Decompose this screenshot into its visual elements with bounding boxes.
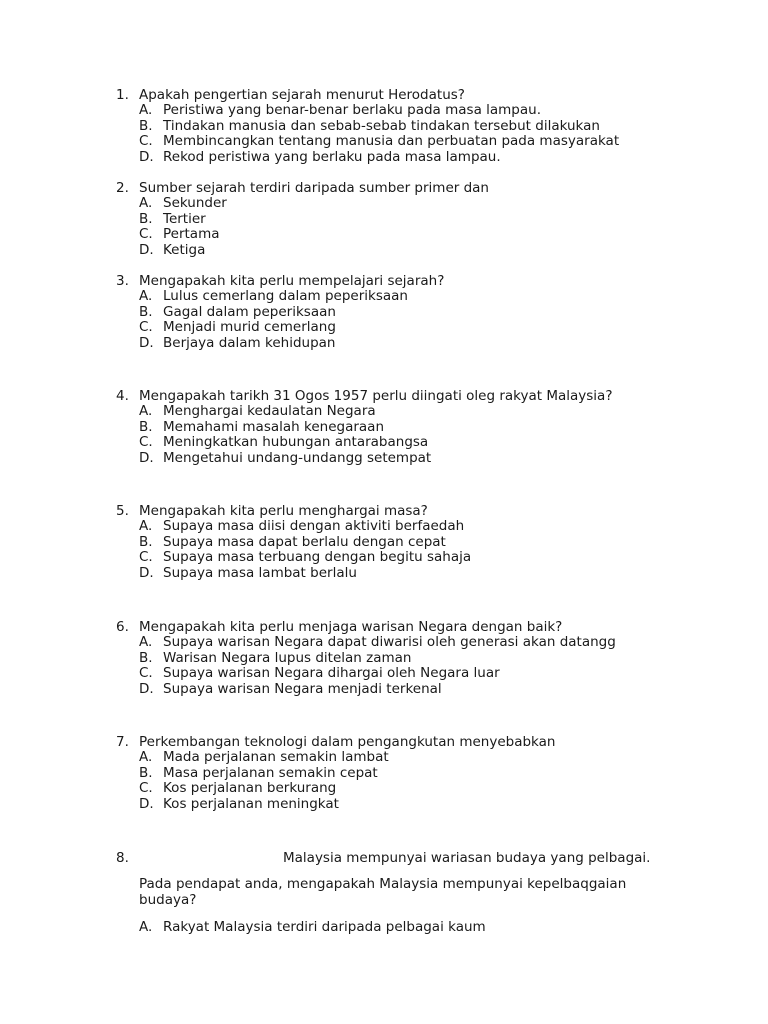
option-text: Berjaya dalam kehidupan — [163, 334, 336, 351]
question-3 — [0, 273, 768, 351]
option-c — [0, 781, 768, 797]
question-8-number: 8. — [116, 850, 129, 866]
option-d — [0, 451, 768, 467]
option-d — [0, 243, 768, 259]
option-letter: D. — [139, 680, 154, 697]
question-header — [0, 619, 768, 635]
option-text: Supaya warisan Negara menjadi terkenal — [163, 680, 442, 697]
question-8-stem: Malaysia mempunyai wariasan budaya yang pelbagai. — [283, 850, 651, 866]
option-letter: D. — [139, 241, 154, 258]
question-text: Mengapakah kita perlu menghargai masa? — [139, 503, 428, 519]
question-text: Mengapakah kita perlu mempelajari sejarah? — [139, 273, 445, 289]
option-text: Warisan Negara lupus ditelan zaman — [163, 649, 412, 666]
option-c — [0, 435, 768, 451]
option-letter: C. — [139, 226, 153, 242]
option-letter: B. — [139, 303, 153, 320]
option-c — [0, 134, 768, 150]
option-b — [0, 535, 768, 551]
question-header — [0, 503, 768, 519]
option-text: Supaya masa dapat berlalu dengan cepat — [163, 533, 446, 550]
question-header — [0, 734, 768, 750]
option-text: Mengetahui undang-undangg setempat — [163, 449, 432, 466]
question-number: 7. — [116, 734, 129, 750]
option-text: Menjadi murid cemerlang — [163, 319, 336, 335]
option-text: Rakyat Malaysia terdiri daripada pelbagai kaum — [163, 919, 486, 935]
question-header — [0, 273, 768, 289]
option-a — [0, 289, 768, 305]
option-b — [0, 651, 768, 667]
question-header — [0, 388, 768, 404]
question-text: Perkembangan teknologi dalam pengangkutan menyebabkan — [139, 734, 556, 750]
option-a — [0, 404, 768, 420]
question-4 — [0, 388, 768, 466]
option-letter: C. — [139, 549, 153, 565]
option-d — [0, 336, 768, 352]
option-letter: C. — [139, 780, 153, 796]
option-text: Tindakan manusia dan sebab-sebab tindakan tersebut dilakukan — [163, 117, 600, 134]
question-number: 1. — [116, 87, 129, 103]
option-text: Supaya warisan Negara dihargai oleh Negara luar — [163, 665, 500, 681]
question-header — [0, 180, 768, 196]
option-text: Peristiwa yang benar-benar berlaku pada masa lampau. — [163, 102, 541, 118]
option-b — [0, 420, 768, 436]
option-letter: A. — [139, 919, 153, 935]
option-letter: C. — [139, 665, 153, 681]
option-text: Pertama — [163, 226, 220, 242]
option-letter: C. — [139, 133, 153, 149]
question-6 — [0, 619, 768, 697]
question-text: Sumber sejarah terdiri daripada sumber primer dan — [139, 180, 489, 196]
option-d — [0, 150, 768, 166]
question-8-options — [0, 920, 768, 936]
option-letter: A. — [139, 288, 153, 304]
option-c — [0, 550, 768, 566]
question-5 — [0, 503, 768, 581]
question-header — [0, 87, 768, 103]
option-d — [0, 797, 768, 813]
question-number: 4. — [116, 388, 129, 404]
option-letter: B. — [139, 210, 153, 227]
option-text: Supaya masa diisi dengan aktiviti berfaedah — [163, 518, 465, 534]
option-text: Kos perjalanan meningkat — [163, 795, 339, 812]
option-text: Lulus cemerlang dalam peperiksaan — [163, 288, 408, 304]
question-number: 6. — [116, 619, 129, 635]
option-text: Ketiga — [163, 241, 206, 258]
option-a — [0, 103, 768, 119]
option-text: Meningkatkan hubungan antarabangsa — [163, 434, 429, 450]
option-letter: A. — [139, 518, 153, 534]
option-text: Gagal dalam peperiksaan — [163, 303, 336, 320]
option-letter: B. — [139, 649, 153, 666]
option-letter: A. — [139, 195, 153, 211]
option-a — [0, 196, 768, 212]
option-letter: B. — [139, 117, 153, 134]
option-text: Supaya masa terbuang dengan begitu sahaja — [163, 549, 472, 565]
question-text: Mengapakah kita perlu menjaga warisan Negara dengan baik? — [139, 619, 563, 635]
option-c — [0, 320, 768, 336]
option-b — [0, 766, 768, 782]
option-a — [0, 635, 768, 651]
option-text: Memahami masalah kenegaraan — [163, 418, 384, 435]
option-letter: D. — [139, 334, 154, 351]
option-b — [0, 212, 768, 228]
question-number: 3. — [116, 273, 129, 289]
option-text: Supaya warisan Negara dapat diwarisi oleh generasi akan datangg — [163, 634, 616, 650]
option-letter: A. — [139, 403, 153, 419]
question-number: 2. — [116, 180, 129, 196]
option-text: Rekod peristiwa yang berlaku pada masa lampau. — [163, 148, 501, 165]
option-letter: B. — [139, 764, 153, 781]
option-text: Masa perjalanan semakin cepat — [163, 764, 378, 781]
question-number: 5. — [116, 503, 129, 519]
question-8-prompt: Pada pendapat anda, mengapakah Malaysia mempunyai kepelbaqgaian budaya? — [139, 876, 627, 908]
option-a — [0, 519, 768, 535]
option-text: Membincangkan tentang manusia dan perbuatan pada masyarakat — [163, 133, 620, 149]
option-letter: D. — [139, 148, 154, 165]
option-b — [0, 305, 768, 321]
option-letter: B. — [139, 418, 153, 435]
question-text: Mengapakah tarikh 31 Ogos 1957 perlu diingati oleg rakyat Malaysia? — [139, 388, 613, 404]
option-letter: A. — [139, 102, 153, 118]
option-c — [0, 227, 768, 243]
option-letter: C. — [139, 434, 153, 450]
option-text: Menghargai kedaulatan Negara — [163, 403, 376, 419]
option-text: Supaya masa lambat berlalu — [163, 564, 357, 581]
option-text: Tertier — [163, 210, 206, 227]
question-2 — [0, 180, 768, 258]
option-b — [0, 119, 768, 135]
option-letter: A. — [139, 634, 153, 650]
option-c — [0, 666, 768, 682]
option-letter: C. — [139, 319, 153, 335]
option-a — [0, 920, 768, 936]
option-letter: D. — [139, 449, 154, 466]
option-d — [0, 566, 768, 582]
option-a — [0, 750, 768, 766]
option-text: Mada perjalanan semakin lambat — [163, 749, 389, 765]
question-1 — [0, 87, 768, 165]
option-letter: D. — [139, 564, 154, 581]
option-letter: A. — [139, 749, 153, 765]
option-text: Kos perjalanan berkurang — [163, 780, 337, 796]
option-d — [0, 682, 768, 698]
question-7 — [0, 734, 768, 812]
question-text: Apakah pengertian sejarah menurut Herodatus? — [139, 87, 465, 103]
option-text: Sekunder — [163, 195, 227, 211]
option-letter: D. — [139, 795, 154, 812]
option-letter: B. — [139, 533, 153, 550]
